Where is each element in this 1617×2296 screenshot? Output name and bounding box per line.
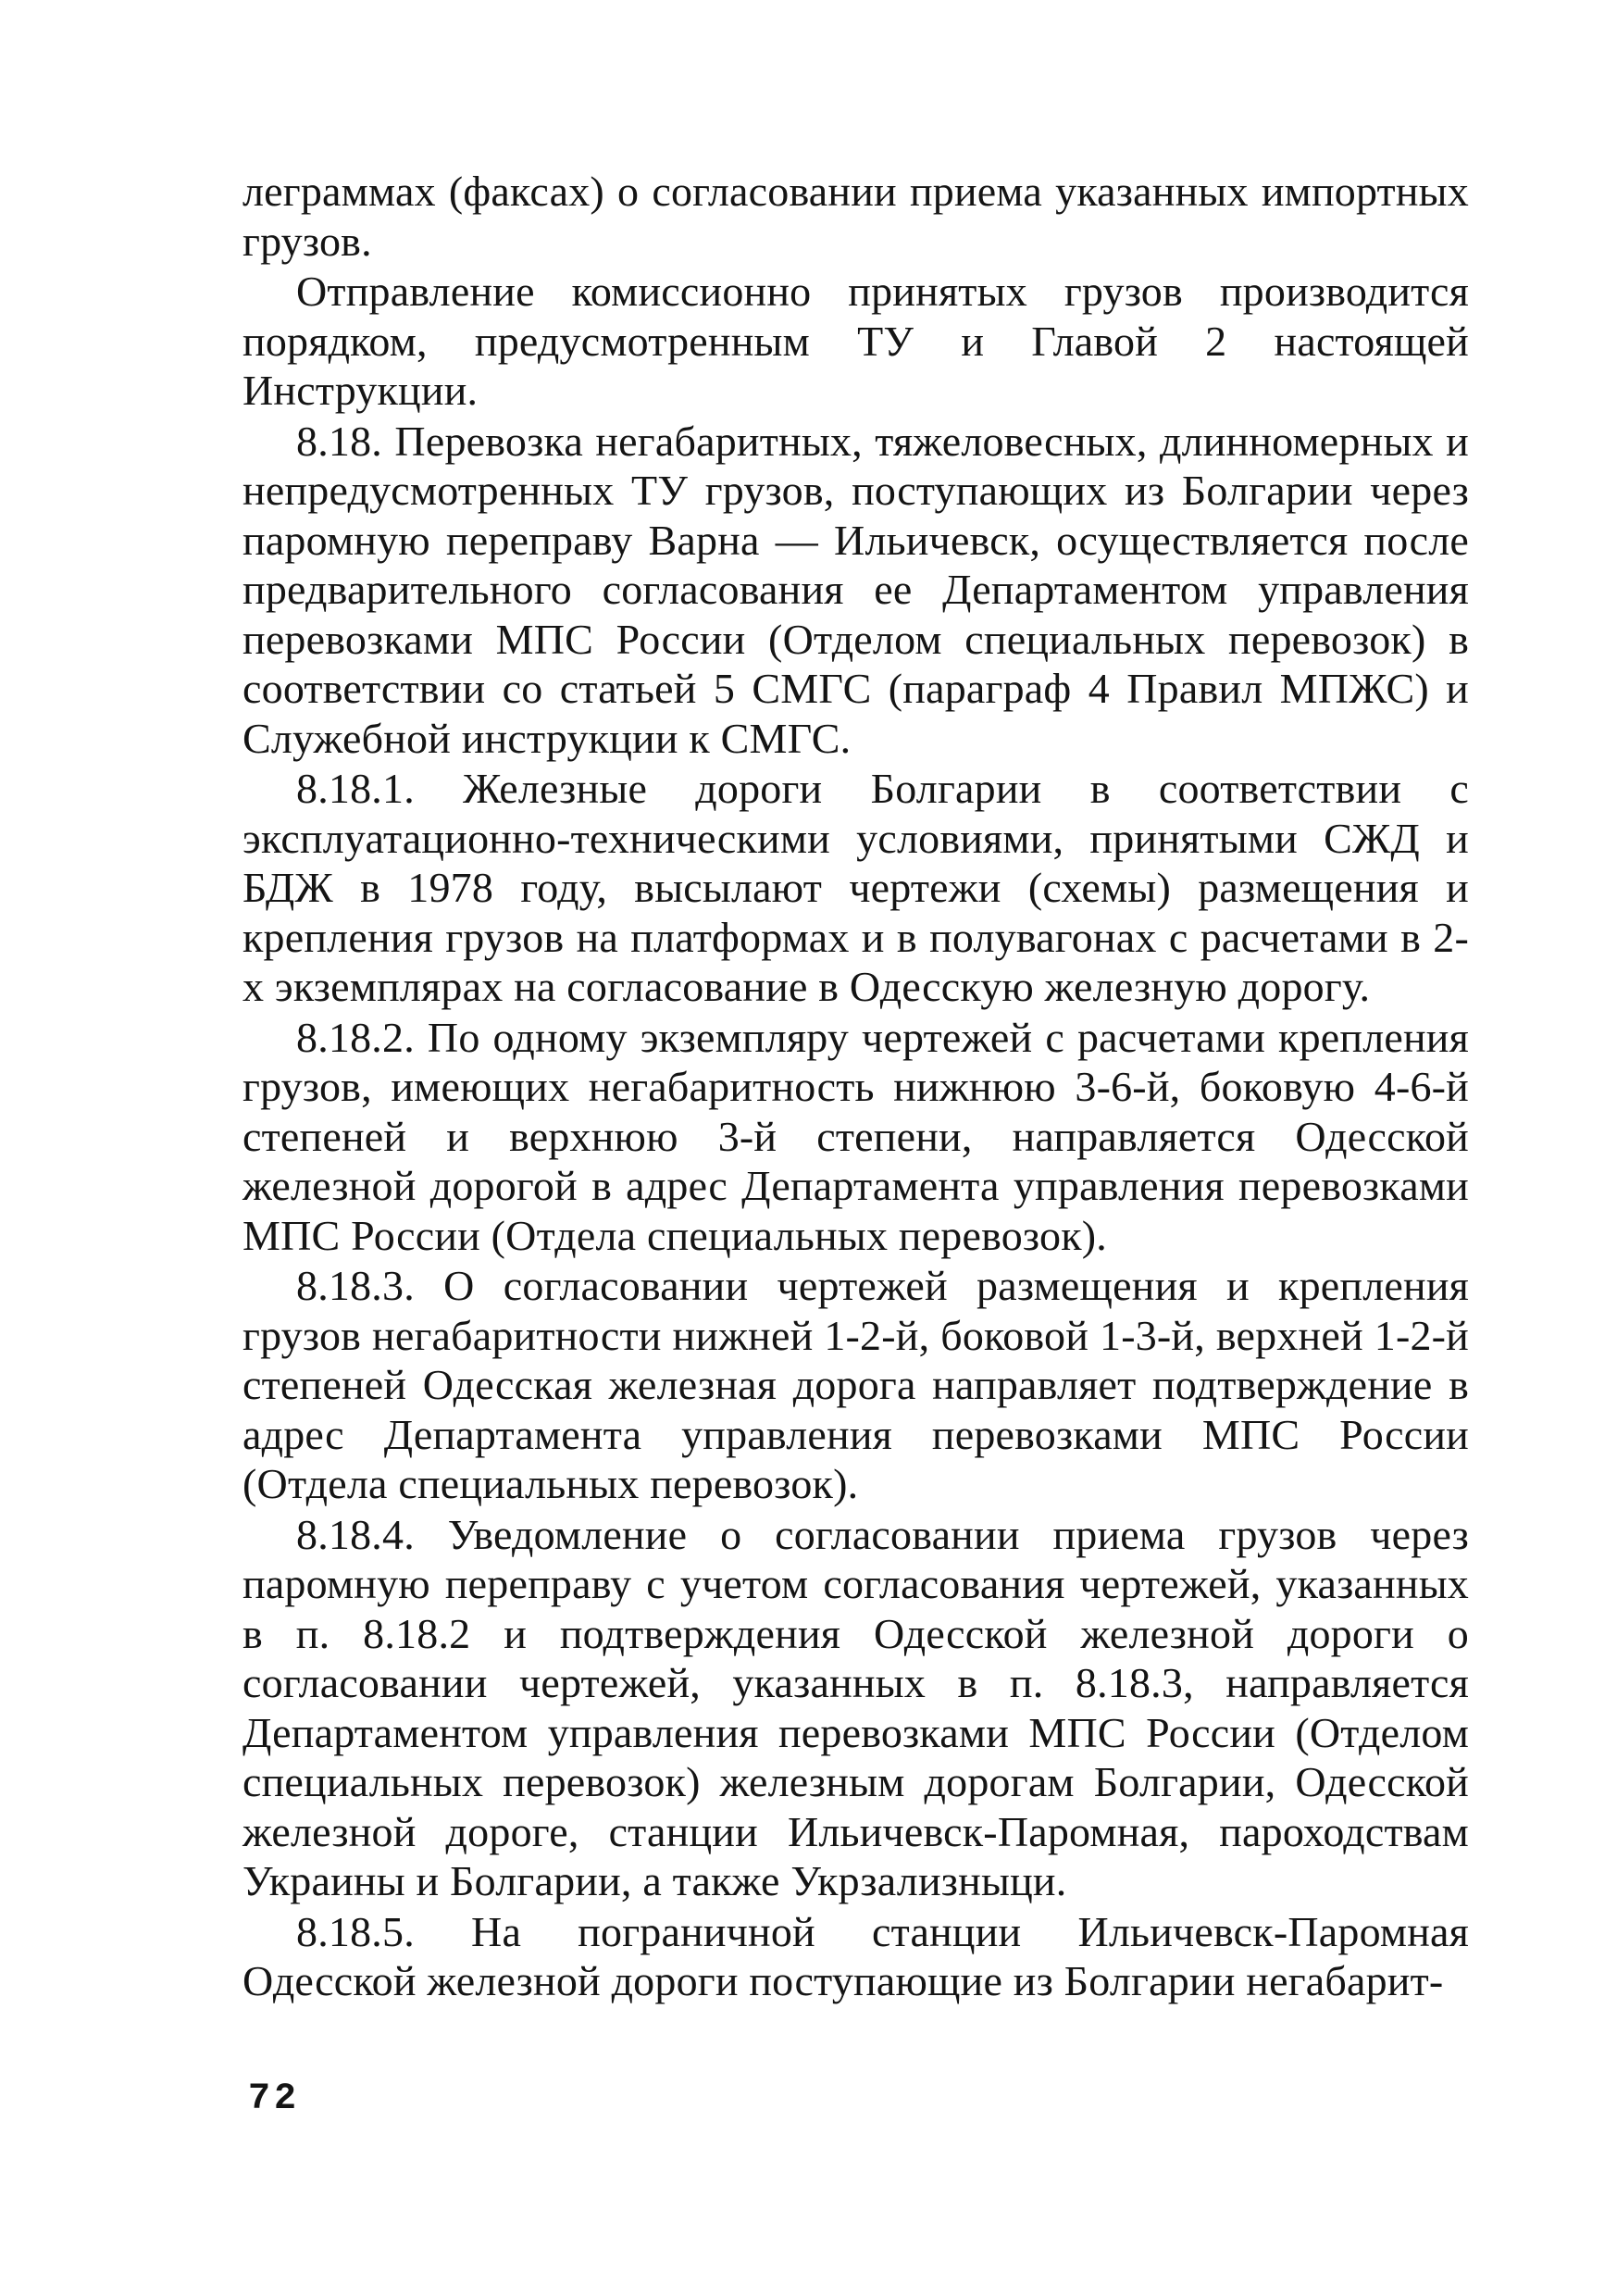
body-text [243, 167, 1469, 2006]
paragraph-8-18: 8.18. Перевозка негабаритных, тяжеловесных, длинномерных и непредусмотренных ТУ грузов, поступающих из Болгарии через паромную переправу Варна — Ильичевск, осуществляется после предварительного согласования ее Департаментом управления перевозками МПС России (Отделом специальных перевозок) в соответствии со статьей 5 СМГС (параграф 4 Правил МПЖС) и Служебной инструкции к СМГС. [243, 417, 1469, 762]
paragraph-8-18-5: 8.18.5. На пограничной станции Ильичевск-Паромная Одесской железной дороги поступающие из Болгарии негабарит- [243, 1907, 1469, 2004]
paragraph-8-18-4: 8.18.4. Уведомление о согласовании приема грузов через паромную переправу с учетом согласования чертежей, указанных в п. 8.18.2 и подтверждения Одесской железной дороги о согласовании чертежей, указанных в п. 8.18.3, направляется Департаментом управления перевозками МПС России (Отделом специальных перевозок) железным дорогам Болгарии, Одесской железной дороге, станции Ильичевск-Паромная, пароходствам Украины и Болгарии, а также Укрзализныци. [243, 1510, 1469, 1904]
paragraph-dispatch: Отправление комиссионно принятых грузов производится порядком, предусмотренным ТУ и Главой 2 настоящей Инструкции. [243, 268, 1469, 414]
paragraph-8-18-2: 8.18.2. По одному экземпляру чертежей с расчетами крепления грузов, имеющих негабаритность нижнюю 3-6-й, боковую 4-6-й степеней и верхнюю 3-й степени, направляется Одесской железной дорогой в адрес Департамента управления перевозками МПС России (Отдела специальных перевозок). [243, 1013, 1469, 1259]
paragraph-8-18-1: 8.18.1. Железные дороги Болгарии в соответствии с эксплуатационно-техническими условиями, принятыми СЖД и БДЖ в 1978 году, высылают чертежи (схемы) размещения и крепления грузов на платформах и в полувагонах с расчетами в 2-х экземплярах на согласование в Одесскую железную дорогу. [243, 765, 1469, 1010]
page-number: 72 [248, 2078, 301, 2120]
paragraph-8-18-3: 8.18.3. О согласовании чертежей размещения и крепления грузов негабаритности нижней 1-2-й, боковой 1-3-й, верхней 1-2-й степеней Одесская железная дорога направляет подтверждение в адрес Департамента управления перевозками МПС России (Отдела специальных перевозок). [243, 1262, 1469, 1507]
paragraph-continuation: леграммах (факсах) о согласовании приема указанных импортных грузов. [243, 168, 1469, 265]
